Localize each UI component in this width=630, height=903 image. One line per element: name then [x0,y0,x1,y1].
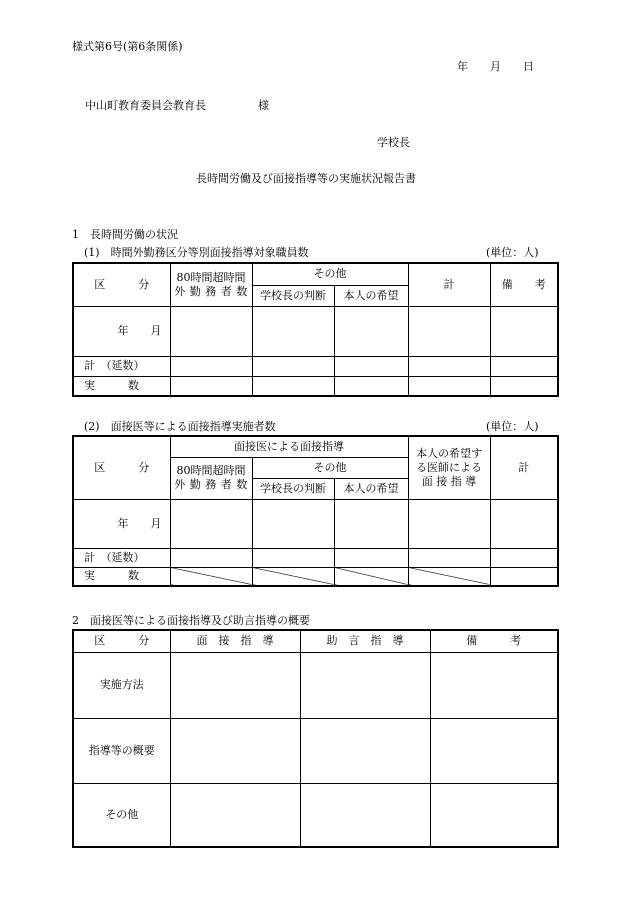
cell [490,548,558,567]
guidance-summary-table [72,629,559,848]
row-actual: 実 数 [73,567,170,586]
cell [408,548,490,567]
cell [170,376,252,396]
cell [490,356,558,376]
cell [408,499,490,548]
header-80h: 80時間超時間 外 勤 務 者 数 [170,263,252,306]
header-principal: 学校長の判断 [252,285,334,306]
row-summary: 指導等の概要 [73,718,170,783]
cell [334,356,408,376]
header-remarks: 備 考 [490,263,558,306]
cell [300,718,430,783]
cell [252,356,334,376]
cell [170,783,300,847]
cell [252,376,334,396]
header-total: 計 [490,436,558,499]
cell [408,376,490,396]
cell [252,548,334,567]
diagonal-cell [408,567,490,586]
cell [170,718,300,783]
section1-sub2-heading: (2) 面接医等による面接指導実施者数 [84,420,276,433]
header-self: 本人の希望 [334,478,408,499]
cell [490,306,558,356]
cell [252,499,334,548]
cell [408,306,490,356]
cell [490,567,558,586]
header-kubun: 区 分 [73,630,170,652]
cell [408,356,490,376]
header-advice: 助 言 指 導 [300,630,430,652]
interview-count-table [72,435,559,587]
cell [430,652,558,718]
cell [300,783,430,847]
form-number: 様式第6号(第6条関係) [72,40,183,53]
row-total: 計 （延数） [73,548,170,567]
header-self: 本人の希望 [334,285,408,306]
row-month: 年 月 [73,306,170,356]
cell [430,718,558,783]
cell [252,306,334,356]
section1-sub1-unit: (単位：人) [486,246,539,259]
cell [170,356,252,376]
section1-heading: 1 長時間労働の状況 [72,228,178,241]
cell [170,548,252,567]
cell [334,499,408,548]
cell [170,306,252,356]
document-title: 長時間労働及び面接指導等の実施状況報告書 [196,172,416,185]
date-line: 年 月 日 [457,60,534,73]
cell [430,783,558,847]
header-remarks: 備 考 [430,630,558,652]
row-total: 計 （延数） [73,356,170,376]
overtime-target-table [72,262,559,397]
diagonal-cell [170,567,252,586]
row-month: 年 月 [73,499,170,548]
header-80h: 80時間超時間 外 勤 務 者 数 [170,457,252,499]
section2-heading: 2 面接医等による面接指導及び助言指導の概要 [72,614,310,627]
header-total: 計 [408,263,490,306]
header-kubun: 区 分 [73,436,170,499]
header-request: 本人の希望す る医師による 面 接 指 導 [408,436,490,499]
addressee-suffix: 様 [258,99,269,112]
header-principal: 学校長の判断 [252,478,334,499]
cell [170,499,252,548]
header-kubun: 区 分 [73,263,170,306]
cell [334,306,408,356]
cell [334,376,408,396]
section1-sub2-unit: (単位：人) [486,420,539,433]
header-doctor: 面接医による面接指導 [170,436,408,457]
header-other: その他 [252,263,408,285]
sender: 学校長 [377,136,410,149]
header-interview: 面 接 指 導 [170,630,300,652]
row-method: 実施方法 [73,652,170,718]
diagonal-cell [252,567,334,586]
cell [490,376,558,396]
section1-sub1-heading: (1) 時間外勤務区分等別面接指導対象職員数 [84,246,309,259]
addressee: 中山町教育委員会教育長 [85,99,206,112]
row-actual: 実 数 [73,376,170,396]
cell [170,652,300,718]
cell [300,652,430,718]
diagonal-cell [334,567,408,586]
cell [334,548,408,567]
row-other: その他 [73,783,170,847]
cell [490,499,558,548]
header-other: その他 [252,457,408,478]
